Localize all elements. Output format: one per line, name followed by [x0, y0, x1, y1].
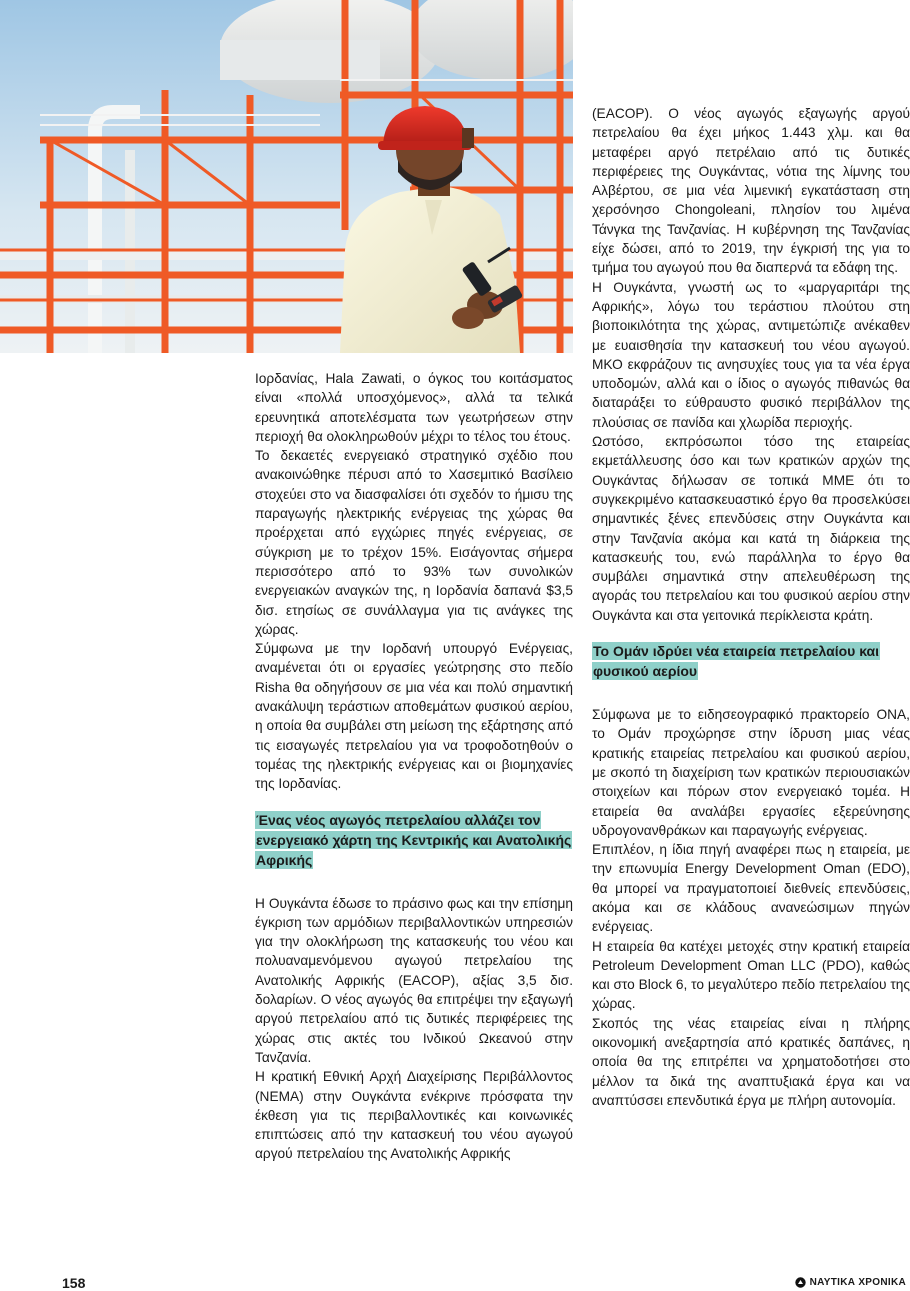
paragraph: Η εταιρεία θα κατέχει μετοχές στην κρατική εταιρεία Petroleum Development Oman LLC (PDO), καθώς και στο Block 6, το μεγαλύτερο πεδίο πετρελαίου της χώρας. — [592, 938, 910, 1012]
paragraph: Η Ουγκάντα έδωσε το πράσινο φως και την επίσημη έγκριση των αρμόδιων περιβαλλοντικών υπηρεσιών για την ολοκλήρωση της κατασκευής του νέου και πολυαναμενόμενου αγωγού πετρελαίου της Ανατολικής Αφρικής (EACOP), αξίας 3,5 δισ. δολαρίων. Ο νέος αγωγός θα επιτρέψει την εξαγωγή αργού πετρελαίου από τις δυτικές περιφέρειες της χώρας στις ακτές του Ινδικού Ωκεανού στην Τανζανία. — [255, 895, 573, 1065]
paragraph: Ιορδανίας, Hala Zawati, ο όγκος του κοιτάσματος είναι «πολλά υποσχόμενος», αλλά τα τελικά ερευνητικά αποτελέσματα των γεωτρήσεων στην περιοχή θα ολοκληρωθούν μέχρι το τέλος του έτους. — [255, 371, 573, 444]
right-column — [592, 104, 910, 1110]
footer-brand — [795, 1277, 906, 1288]
paragraph: Σύμφωνα με το ειδησεογραφικό πρακτορείο ΟΝΑ, το Ομάν προχώρησε στην ίδρυση μιας νέας κρατικής εταιρείας πετρελαίου και φυσικού αερίου, με σκοπό τη διαχείριση των κρατικών περιουσιακών στοιχείων και πόρων στον ενεργειακό τομέα. Η εταιρεία θα αναλάβει εργασίες εξερεύνησης υδρογονανθράκων και παραγωγής ενέργειας. — [592, 707, 910, 838]
naftika-logo-icon — [795, 1277, 806, 1288]
section-heading-pipeline — [255, 810, 573, 870]
paragraph: Η κρατική Εθνική Αρχή Διαχείρισης Περιβάλλοντος (NEMA) στην Ουγκάντα ενέκρινε πρόσφατα την έκθεση για τις περιβαλλοντικές και κοινωνικές επιπτώσεις από την κατασκευή του νέου αγωγού αργού πετρελαίου της Ανατολικής Αφρικής — [255, 1069, 573, 1162]
paragraph: Ωστόσο, εκπρόσωποι τόσο της εταιρείας εκμετάλλευσης όσο και των κρατικών αρχών της Ουγκάντας δήλωσαν σε τοπικά ΜΜΕ ότι το συγκεκριμένο κατασκευαστικό έργο θα προσελκύσει σημαντικές ξένες επενδύσεις στην Ουγκάντα και στην Τανζανία ακόμα και κατά τη διάρκεια της κατασκευής του, ενώ παράλληλα το έργο θα συμβάλει σημαντικά στην απελευθέρωση της αγοράς του πετρελαίου και του φυσικού αερίου στην Ουγκάντα και στα γειτονικά περίκλειστα κράτη. — [592, 434, 910, 623]
section-heading-oman — [592, 641, 910, 681]
paragraph: Η Ουγκάντα, γνωστή ως το «μαργαριτάρι της Αφρικής», λόγω του τεράστιου πλούτου στη βιοποικιλότητα της χώρας, αντιμετώπιζε ανέκαθεν με ευαισθησία την κατασκευή του νέου αγωγού. ΜΚΟ εκφράζουν τις ανησυχίες τους για τα νέα έργα υποδομών, αλλά και ο ίδιος ο αγωγός πιθανώς θα διαταράξει το εύθραυστο φυσικό περιβάλλον της πλούσιας σε πανίδα και χλωρίδα περιοχής. — [592, 279, 910, 430]
left-column — [255, 369, 573, 1164]
section-heading-text: Ένας νέος αγωγός πετρελαίου αλλάζει τον ενεργειακό χάρτη της Κεντρικής και Ανατολικής Αφρικής — [256, 811, 572, 868]
paragraph: Το δεκαετές ενεργειακό στρατηγικό σχέδιο που ανακοινώθηκε πέρυσι από το Χασεμιτικό Βασίλειο στοχεύει στο να διασφαλίσει ότι σχεδόν το ήμισυ της παραγωγής ηλεκτρικής ενέργειας της χώρας θα προέρχεται από εγχώριες πηγές ενέργειας, σε σύγκριση με το τρέχον 15%. Εισάγοντας σήμερα περισσότερο από το 93% των συνολικών ενεργειακών αναγκών της, η Ιορδανία δαπανά $3,5 δισ. ετησίως σε συνάλλαγμα για τις ανάγκες της χώρας. — [255, 448, 573, 637]
paragraph: (EACOP). Ο νέος αγωγός εξαγωγής αργού πετρελαίου θα έχει μήκος 1.443 χλμ. και θα μεταφέρει αργό πετρέλαιο από τις δυτικές περιφέρειες της Ουγκάντας, νότια της λίμνης του Αλβέρτου, σε μια νέα λιμενική εγκατάσταση στη χερσόνησο Chongoleani, πλησίον του λιμένα Τάνγκα της Τανζανίας. Η κυβέρνηση της Τανζανίας είχε δώσει, από το 2019, την έγκρισή της για το τμήμα του αγωγού που θα διαπερνά τα εδάφη της. — [592, 106, 910, 276]
industrial-worker-photo — [0, 0, 573, 353]
paragraph: Επιπλέον, η ίδια πηγή αναφέρει πως η εταιρεία, με την επωνυμία Energy Development Oman (EDO), θα μπορεί να πραγματοποιεί διεθνείς επενδύσεις, ακόμα και σε κλάδους ανανεώσιμων πηγών ενέργειας. — [592, 842, 910, 935]
page-number: 158 — [62, 1275, 86, 1291]
article-photo — [0, 0, 573, 353]
paragraph: Σύμφωνα με την Ιορδανή υπουργό Ενέργειας, αναμένεται ότι οι εργασίες γεώτρησης στο πεδίο Risha θα οδηγήσουν σε μια νέα και πολύ σημαντική ανακάλυψη τεράστιων αποθεμάτων φυσικού αερίου, η οποία θα συμβάλει στη μείωση της εξάρτησης από τις εισαγωγές πετρελαίου για να τροφοδοτηθούν ο τομέας της ηλεκτρικής ενέργειας και οι βιομηχανίες της Ιορδανίας. — [255, 641, 573, 792]
section-heading-text: Το Ομάν ιδρύει νέα εταιρεία πετρελαίου και φυσικού αερίου — [593, 643, 880, 680]
paragraph: Σκοπός της νέας εταιρείας είναι η πλήρης οικονομική ανεξαρτησία από κρατικές δαπάνες, η οποία θα της επιτρέπει να χρηματοδοτήσει στο μέλλον τα δικά της αναπτυξιακά έργα και να αναπτύσσει επενδυτικά έργα με πλήρη αυτονομία. — [592, 1015, 910, 1108]
footer-brand-label: ΝΑΥΤΙΚΑ ΧΡΟΝΙΚΑ — [809, 1277, 906, 1288]
